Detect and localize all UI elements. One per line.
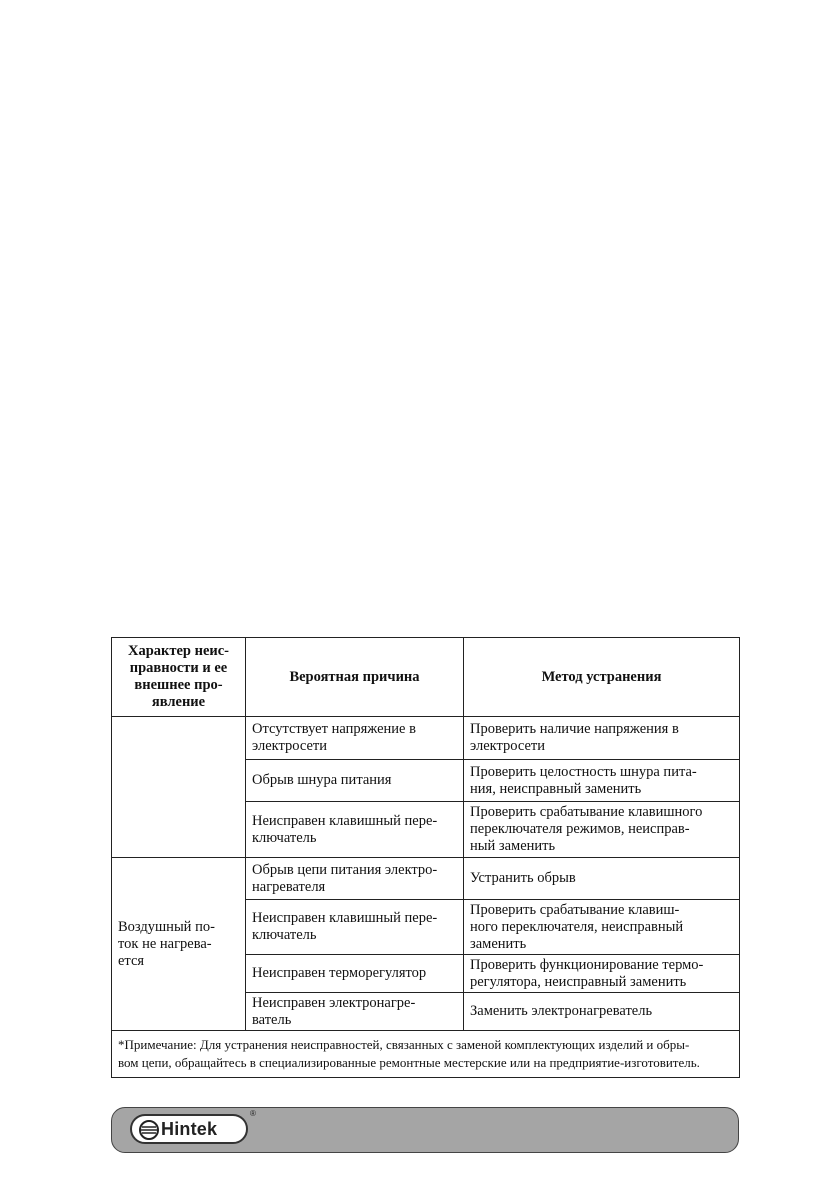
table-row	[112, 858, 740, 900]
symptom-cell: Воздушный по- ток не нагрева- ется	[112, 858, 246, 1031]
remedy-cell: Проверить срабатывание клавишного переключателя режимов, неисправ- ный заменить	[464, 802, 740, 858]
remedy-cell: Проверить срабатывание клавиш- ного переключателя, неисправный заменить	[464, 900, 740, 955]
table-row	[112, 717, 740, 760]
remedy-cell: Заменить электронагреватель	[464, 993, 740, 1031]
cause-cell: Обрыв шнура питания	[246, 760, 464, 802]
cause-cell: Отсутствует напряжение в электросети	[246, 717, 464, 760]
header-remedy: Метод устранения	[464, 638, 740, 717]
header-cause: Вероятная причина	[246, 638, 464, 717]
cause-cell: Неисправен электронагре- ватель	[246, 993, 464, 1031]
note-text: *Примечание: Для устранения неисправностей, связанных с заменой комплектующих изделий и обры- вом цепи, обращайтесь в специализированные ремонтные местерские или на предприятие-изготовитель.	[112, 1031, 740, 1078]
brand-name: Hintek	[161, 1119, 218, 1139]
troubleshooting-table	[111, 637, 740, 1078]
cause-cell: Неисправен клавишный пере- ключатель	[246, 802, 464, 858]
remedy-cell: Проверить функционирование термо- регулятора, неисправный заменить	[464, 955, 740, 993]
brand-logo	[130, 1114, 248, 1144]
header-symptom: Характер неис- правности и ее внешнее про- явление	[112, 638, 246, 717]
remedy-cell: Проверить целостность шнура пита- ния, неисправный заменить	[464, 760, 740, 802]
symptom-cell	[112, 717, 246, 858]
footer-bar	[111, 1107, 739, 1153]
logo-swirl-icon	[138, 1120, 160, 1140]
cause-cell: Неисправен клавишный пере- ключатель	[246, 900, 464, 955]
remedy-cell: Устранить обрыв	[464, 858, 740, 900]
registered-mark: ®	[250, 1109, 256, 1118]
table-header-row	[112, 638, 740, 717]
cause-cell: Неисправен терморегулятор	[246, 955, 464, 993]
cause-cell: Обрыв цепи питания электро- нагревателя	[246, 858, 464, 900]
remedy-cell: Проверить наличие напряжения в электросети	[464, 717, 740, 760]
note-row	[112, 1031, 740, 1078]
